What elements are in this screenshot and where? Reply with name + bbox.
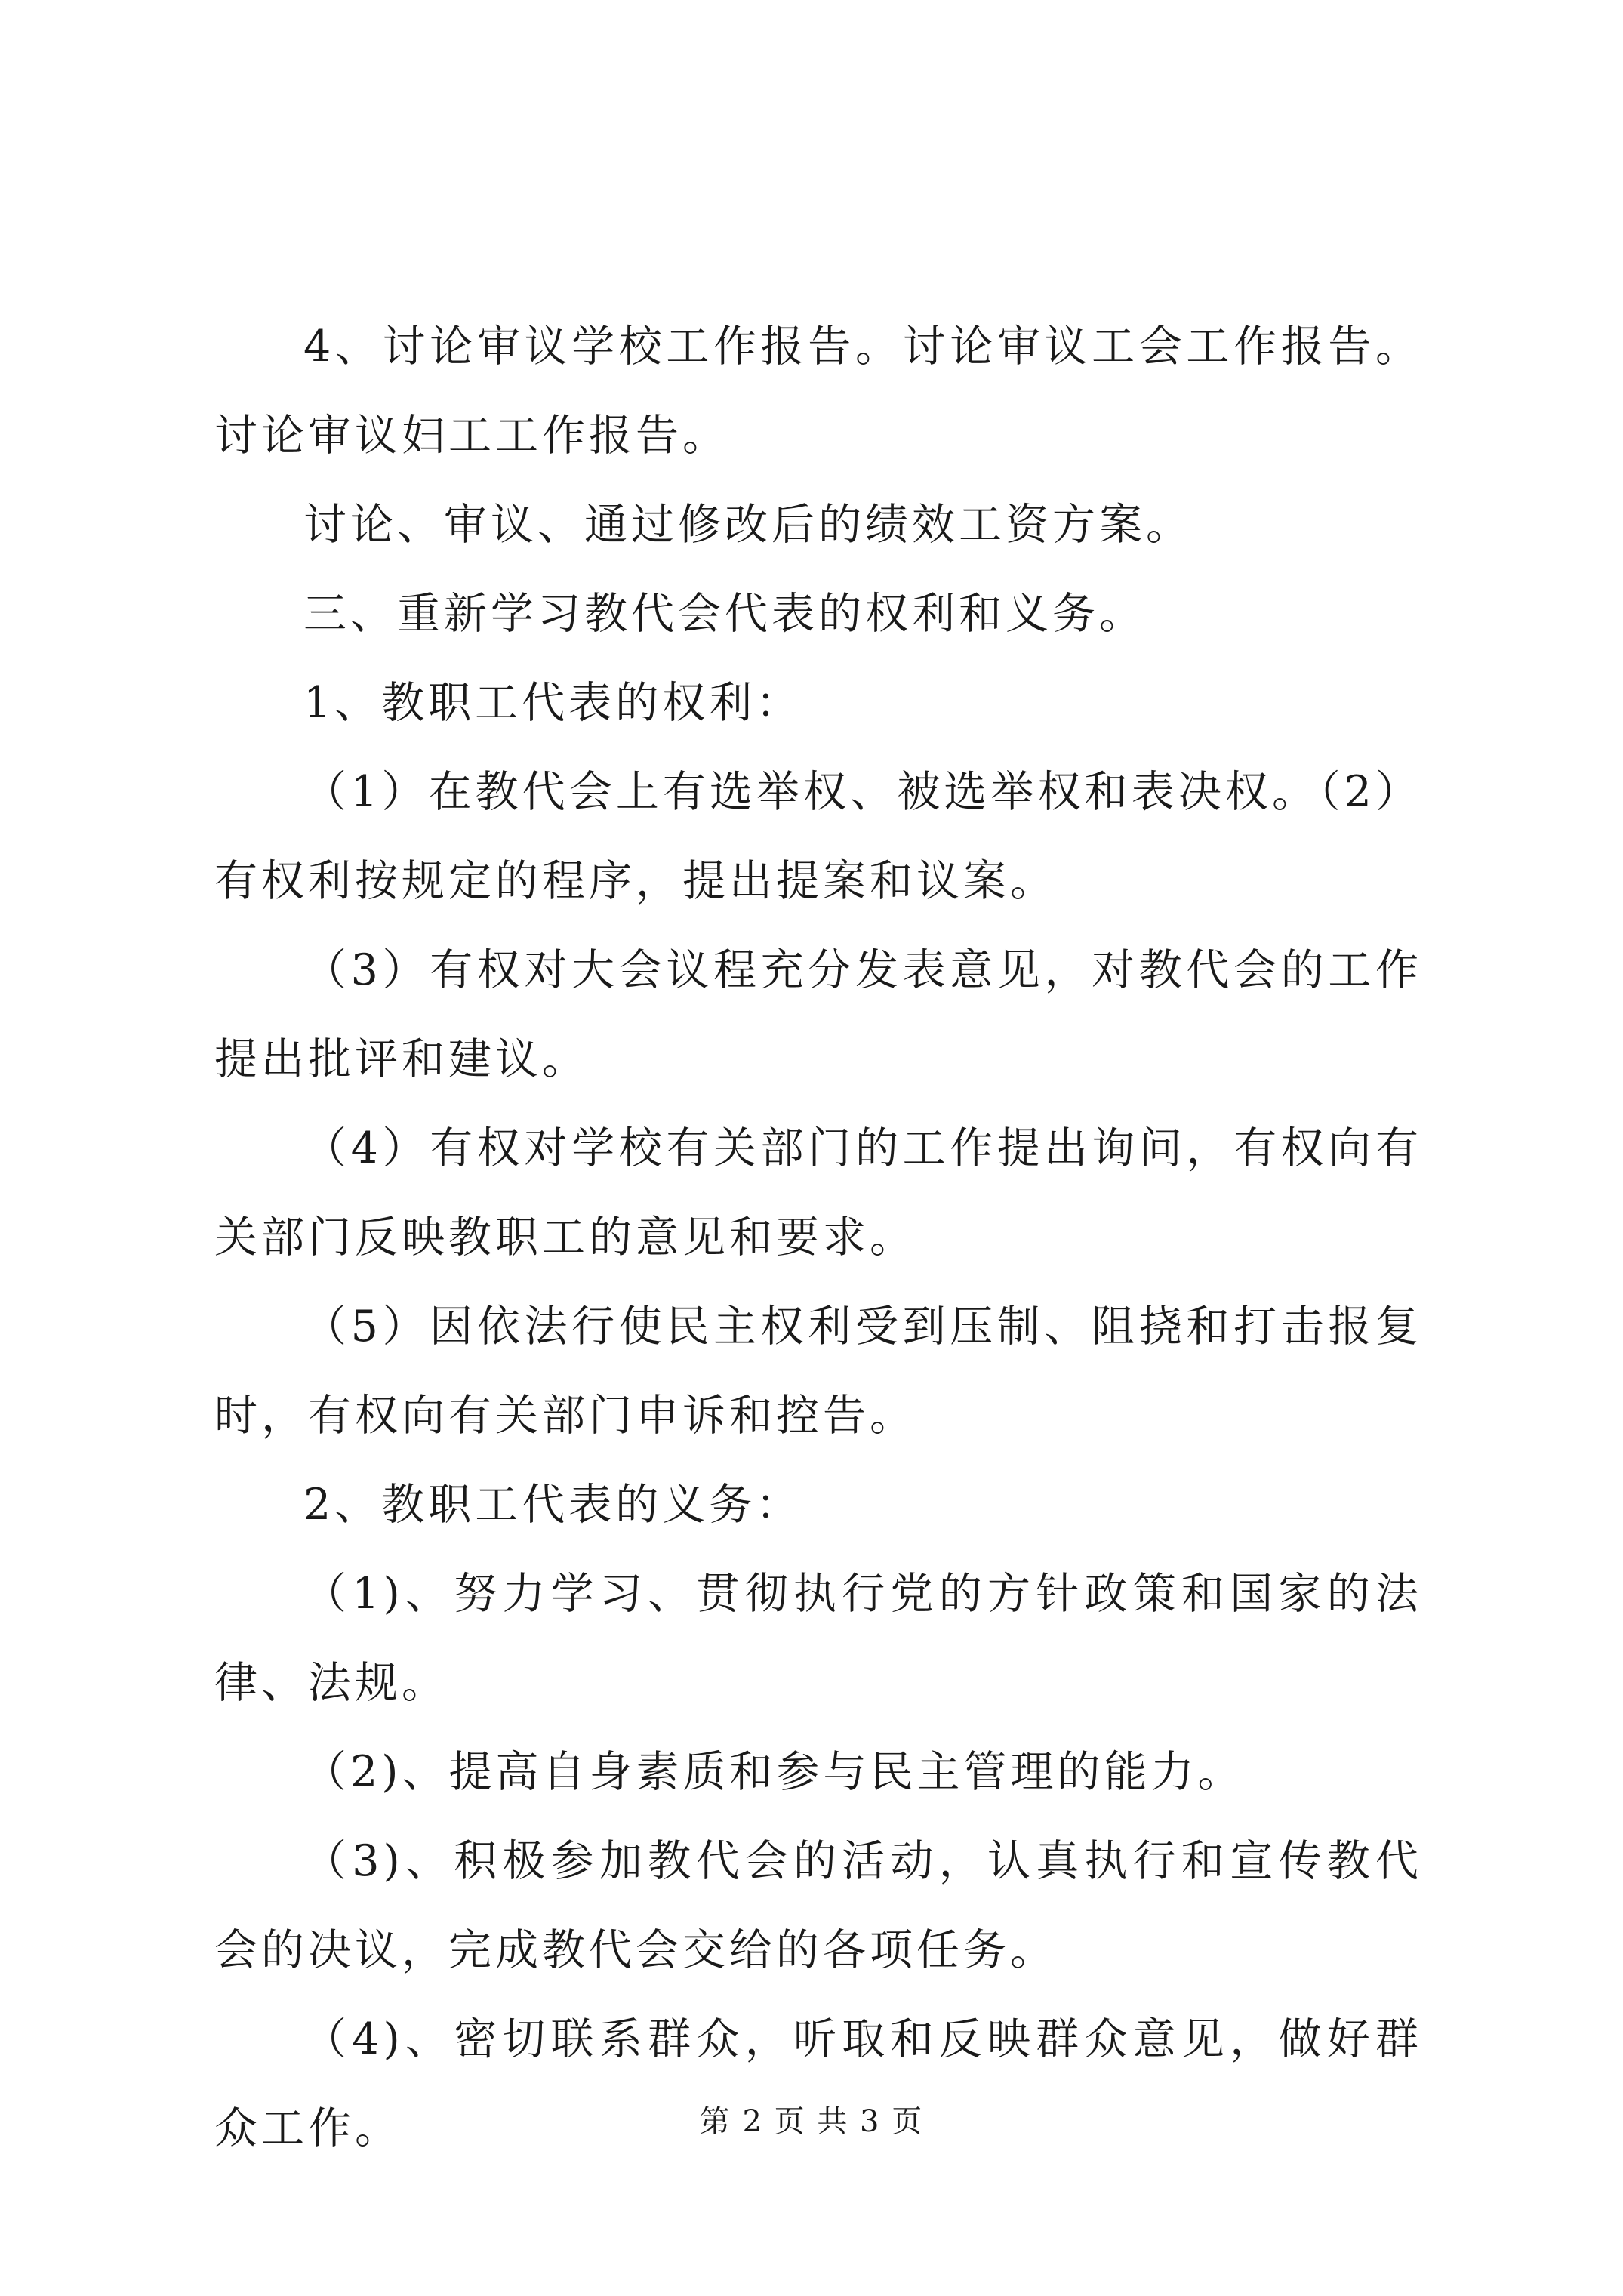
document-body <box>214 302 1422 2173</box>
paragraph: 三、重新学习教代会代表的权利和义务。 <box>303 589 1146 639</box>
paragraph: （1）在教代会上有选举权、被选举权和表决权。（2）有权利按规定的程序，提出提案和议案。 <box>214 767 1422 906</box>
paragraph: 讨论、审议、通过修改后的绩效工资方案。 <box>303 500 1193 550</box>
paragraph: （5）因依法行使民主权利受到压制、阻挠和打击报复时，有权向有关部门申诉和控告。 <box>214 1302 1422 1441</box>
paragraph: 1、教职工代表的权利： <box>303 678 803 728</box>
paragraph: （4)、密切联系群众，听取和反映群众意见，做好群众工作。 <box>214 2014 1422 2153</box>
paragraph: （3)、积极参加教代会的活动，认真执行和宣传教代会的决议，完成教代会交给的各项任务。 <box>214 1836 1422 1975</box>
paragraph: （4）有权对学校有关部门的工作提出询问，有权向有关部门反映教职工的意见和要求。 <box>214 1123 1422 1262</box>
page-number-footer: 第 2 页 共 3 页 <box>699 2104 924 2139</box>
paragraph: （3）有权对大会议程充分发表意见，对教代会的工作提出批评和建议。 <box>214 945 1422 1084</box>
paragraph: （2)、提高自身素质和参与民主管理的能力。 <box>303 1747 1245 1797</box>
paragraph: 4、讨论审议学校工作报告。讨论审议工会工作报告。讨论审议妇工工作报告。 <box>214 322 1422 461</box>
paragraph: 2、教职工代表的义务： <box>303 1480 803 1530</box>
paragraph: （1)、努力学习、贯彻执行党的方针政策和国家的法律、法规。 <box>214 1569 1422 1708</box>
